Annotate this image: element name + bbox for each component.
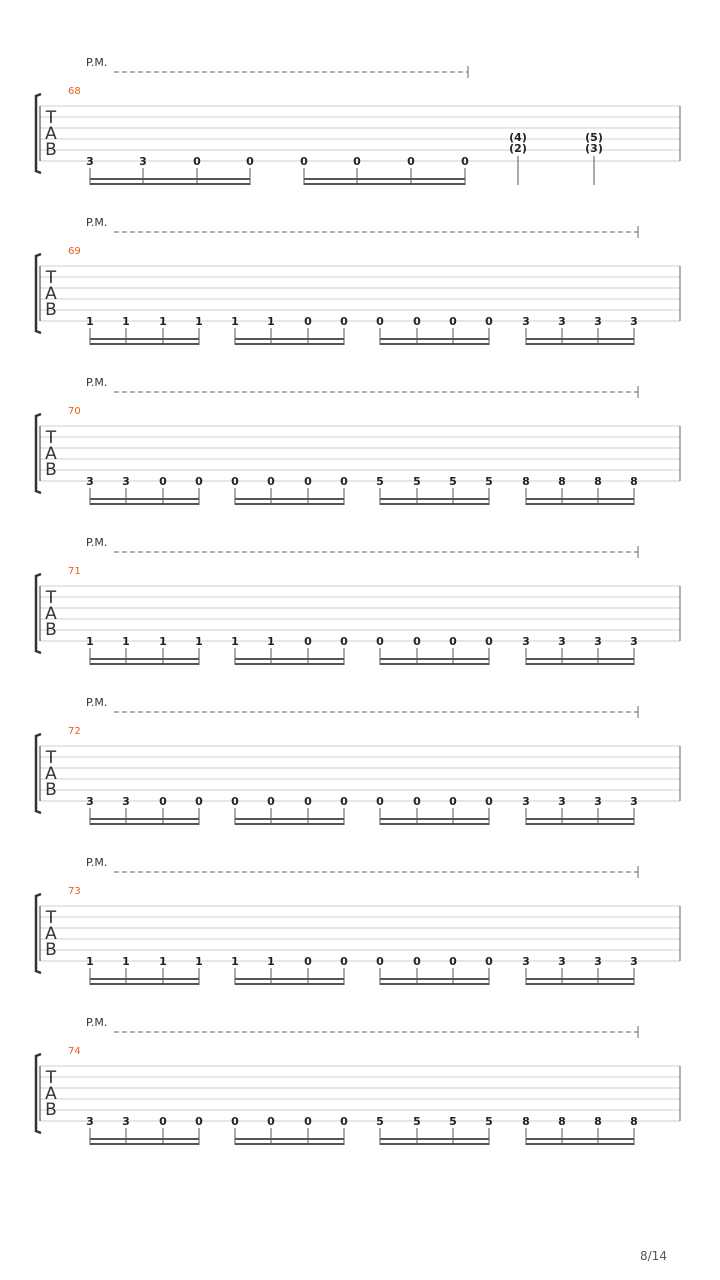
fret-number: 0: [195, 475, 203, 488]
beam-secondary: [90, 343, 199, 345]
beam-primary: [380, 1138, 489, 1140]
chord-fret-upper: (5): [585, 131, 603, 144]
beam-primary: [235, 498, 344, 500]
fret-number: 8: [630, 1115, 638, 1128]
fret-number: 3: [594, 635, 602, 648]
fret-number: 0: [340, 955, 348, 968]
fret-number: 8: [630, 475, 638, 488]
beam-secondary: [304, 183, 465, 185]
fret-number: 0: [231, 795, 239, 808]
fret-number: 1: [231, 635, 239, 648]
bar-number: 69: [68, 246, 81, 257]
fret-number: 3: [594, 315, 602, 328]
beam-secondary: [90, 663, 199, 665]
fret-number: 3: [122, 795, 130, 808]
fret-number: 5: [376, 475, 384, 488]
beam-primary: [90, 1138, 199, 1140]
beam-primary: [90, 978, 199, 980]
fret-number: 3: [558, 315, 566, 328]
fret-number: 3: [86, 155, 94, 168]
fret-number: 0: [413, 635, 421, 648]
beam-secondary: [90, 823, 199, 825]
fret-number: 1: [86, 315, 94, 328]
beam-primary: [90, 338, 199, 340]
fret-number: 3: [122, 1115, 130, 1128]
fret-number: 8: [522, 475, 530, 488]
beam-primary: [526, 658, 634, 660]
fret-number: 3: [594, 795, 602, 808]
bar-number: 68: [68, 86, 81, 97]
fret-number: 1: [267, 315, 275, 328]
fret-number: 0: [485, 795, 493, 808]
palm-mute-label: P.M.: [86, 56, 108, 69]
palm-mute-label: P.M.: [86, 536, 108, 549]
tab-letter-b: B: [45, 780, 57, 800]
fret-number: 3: [522, 635, 530, 648]
beam-secondary: [526, 663, 634, 665]
tab-letter-a: A: [45, 444, 57, 464]
fret-number: 0: [340, 635, 348, 648]
beam-primary: [90, 498, 199, 500]
fret-number: 8: [594, 1115, 602, 1128]
tab-letter-b: B: [45, 140, 57, 160]
fret-number: 1: [231, 955, 239, 968]
beam-secondary: [235, 343, 344, 345]
fret-number: 0: [159, 795, 167, 808]
fret-number: 0: [449, 795, 457, 808]
beam-primary: [235, 658, 344, 660]
beam-primary: [526, 498, 634, 500]
tab-letter-b: B: [45, 460, 57, 480]
fret-number: 3: [558, 635, 566, 648]
tab-letter-b: B: [45, 1100, 57, 1120]
fret-number: 3: [630, 635, 638, 648]
chord-fret-upper: (4): [509, 131, 527, 144]
palm-mute-label: P.M.: [86, 216, 108, 229]
bar-number: 73: [68, 886, 81, 897]
fret-number: 3: [558, 795, 566, 808]
fret-number: 5: [485, 475, 493, 488]
beam-secondary: [526, 503, 634, 505]
palm-mute-label: P.M.: [86, 1016, 108, 1029]
fret-number: 0: [449, 315, 457, 328]
fret-number: 3: [558, 955, 566, 968]
beam-primary: [90, 178, 250, 180]
system-68: [36, 56, 680, 185]
fret-number: 1: [231, 315, 239, 328]
fret-number: 5: [376, 1115, 384, 1128]
beam-secondary: [380, 503, 489, 505]
fret-number: 0: [449, 635, 457, 648]
beam-primary: [235, 818, 344, 820]
fret-number: 3: [630, 955, 638, 968]
beam-primary: [90, 658, 199, 660]
bar-number: 70: [68, 406, 81, 417]
fret-number: 0: [195, 1115, 203, 1128]
fret-number: 0: [195, 795, 203, 808]
page-number: 8/14: [640, 1249, 667, 1263]
fret-number: 0: [461, 155, 469, 168]
beam-primary: [526, 978, 634, 980]
fret-number: 0: [485, 635, 493, 648]
fret-number: 0: [246, 155, 254, 168]
fret-number: 3: [86, 795, 94, 808]
beam-secondary: [526, 823, 634, 825]
beam-secondary: [90, 183, 250, 185]
beam-primary: [304, 178, 465, 180]
fret-number: 0: [300, 155, 308, 168]
fret-number: 0: [304, 315, 312, 328]
chord-fret-lower: (2): [509, 142, 527, 155]
fret-number: 0: [159, 475, 167, 488]
fret-number: 5: [413, 475, 421, 488]
fret-number: 0: [231, 1115, 239, 1128]
fret-number: 1: [159, 635, 167, 648]
tab-letter-a: A: [45, 604, 57, 624]
fret-number: 1: [122, 955, 130, 968]
beam-secondary: [526, 343, 634, 345]
beam-secondary: [380, 823, 489, 825]
fret-number: 0: [267, 475, 275, 488]
fret-number: 0: [407, 155, 415, 168]
fret-number: 0: [485, 955, 493, 968]
fret-number: 8: [558, 1115, 566, 1128]
fret-number: 0: [159, 1115, 167, 1128]
tab-letter-a: A: [45, 1084, 57, 1104]
fret-number: 5: [449, 1115, 457, 1128]
fret-number: 0: [376, 635, 384, 648]
fret-number: 0: [304, 1115, 312, 1128]
fret-number: 3: [522, 315, 530, 328]
fret-number: 1: [86, 955, 94, 968]
fret-number: 0: [449, 955, 457, 968]
fret-number: 8: [558, 475, 566, 488]
beam-secondary: [380, 343, 489, 345]
beam-secondary: [235, 503, 344, 505]
beam-secondary: [380, 1143, 489, 1145]
fret-number: 0: [340, 795, 348, 808]
system-73: [36, 856, 680, 985]
beam-primary: [526, 1138, 634, 1140]
beam-primary: [235, 1138, 344, 1140]
fret-number: 3: [630, 315, 638, 328]
beam-primary: [380, 338, 489, 340]
fret-number: 0: [304, 475, 312, 488]
palm-mute-label: P.M.: [86, 856, 108, 869]
fret-number: 0: [340, 475, 348, 488]
tab-letter-t: T: [45, 428, 57, 448]
fret-number: 8: [594, 475, 602, 488]
beam-secondary: [380, 663, 489, 665]
tab-letter-b: B: [45, 940, 57, 960]
beam-primary: [235, 338, 344, 340]
tab-letter-a: A: [45, 924, 57, 944]
beam-secondary: [235, 983, 344, 985]
beam-secondary: [90, 983, 199, 985]
beam-primary: [380, 498, 489, 500]
fret-number: 3: [139, 155, 147, 168]
fret-number: 0: [304, 955, 312, 968]
fret-number: 0: [340, 1115, 348, 1128]
tab-letter-b: B: [45, 620, 57, 640]
chord-fret-lower: (3): [585, 142, 603, 155]
fret-number: 1: [159, 315, 167, 328]
system-70: [36, 376, 680, 505]
tab-letter-a: A: [45, 764, 57, 784]
fret-number: 0: [304, 635, 312, 648]
beam-secondary: [90, 503, 199, 505]
beam-secondary: [235, 823, 344, 825]
fret-number: 0: [376, 315, 384, 328]
fret-number: 1: [159, 955, 167, 968]
fret-number: 3: [86, 475, 94, 488]
fret-number: 0: [376, 955, 384, 968]
system-74: [36, 1016, 680, 1145]
fret-number: 1: [122, 315, 130, 328]
fret-number: 0: [267, 795, 275, 808]
fret-number: 0: [413, 795, 421, 808]
fret-number: 3: [122, 475, 130, 488]
fret-number: 0: [413, 955, 421, 968]
fret-number: 0: [376, 795, 384, 808]
fret-number: 0: [231, 475, 239, 488]
tab-letter-b: B: [45, 300, 57, 320]
fret-number: 0: [485, 315, 493, 328]
beam-secondary: [235, 663, 344, 665]
fret-number: 3: [594, 955, 602, 968]
beam-secondary: [235, 1143, 344, 1145]
beam-primary: [526, 818, 634, 820]
beam-secondary: [526, 1143, 634, 1145]
fret-number: 1: [267, 635, 275, 648]
tab-letter-a: A: [45, 284, 57, 304]
tab-letter-t: T: [45, 588, 57, 608]
fret-number: 1: [122, 635, 130, 648]
fret-number: 0: [413, 315, 421, 328]
fret-number: 5: [449, 475, 457, 488]
fret-number: 0: [267, 1115, 275, 1128]
beam-secondary: [380, 983, 489, 985]
system-69: [36, 216, 680, 345]
fret-number: 3: [522, 795, 530, 808]
tab-letter-t: T: [45, 268, 57, 288]
beam-primary: [90, 818, 199, 820]
tab-letter-t: T: [45, 1068, 57, 1088]
fret-number: 1: [86, 635, 94, 648]
tab-letter-t: T: [45, 108, 57, 128]
fret-number: 1: [195, 635, 203, 648]
fret-number: 3: [86, 1115, 94, 1128]
bar-number: 72: [68, 726, 81, 737]
bar-number: 71: [68, 566, 81, 577]
fret-number: 0: [353, 155, 361, 168]
beam-primary: [380, 658, 489, 660]
bar-number: 74: [68, 1046, 81, 1057]
system-71: [36, 536, 680, 665]
palm-mute-label: P.M.: [86, 696, 108, 709]
tab-letter-t: T: [45, 748, 57, 768]
fret-number: 1: [267, 955, 275, 968]
tab-letter-t: T: [45, 908, 57, 928]
fret-number: 3: [630, 795, 638, 808]
fret-number: 8: [522, 1115, 530, 1128]
fret-number: 0: [340, 315, 348, 328]
beam-primary: [526, 338, 634, 340]
beam-secondary: [526, 983, 634, 985]
system-72: [36, 696, 680, 825]
fret-number: 0: [193, 155, 201, 168]
fret-number: 5: [485, 1115, 493, 1128]
beam-primary: [235, 978, 344, 980]
fret-number: 1: [195, 315, 203, 328]
beam-primary: [380, 978, 489, 980]
palm-mute-label: P.M.: [86, 376, 108, 389]
tab-letter-a: A: [45, 124, 57, 144]
fret-number: 1: [195, 955, 203, 968]
fret-number: 0: [304, 795, 312, 808]
fret-number: 5: [413, 1115, 421, 1128]
fret-number: 3: [522, 955, 530, 968]
beam-primary: [380, 818, 489, 820]
beam-secondary: [90, 1143, 199, 1145]
